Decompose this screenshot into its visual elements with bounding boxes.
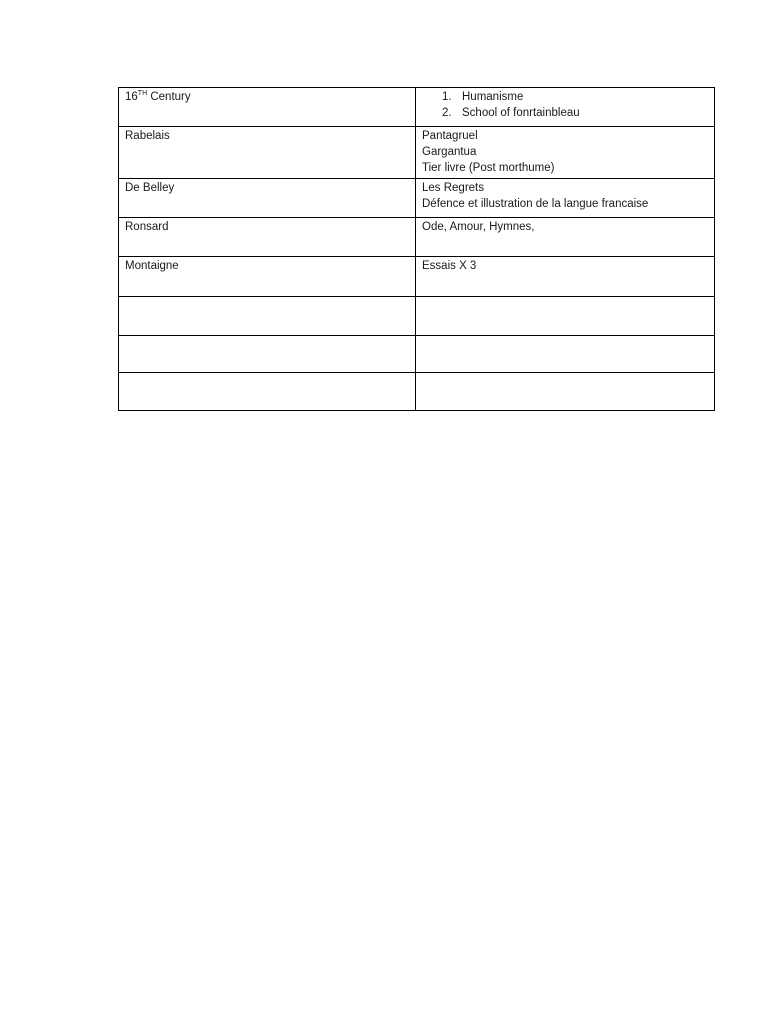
table-row — [119, 88, 715, 127]
author-cell — [119, 218, 416, 257]
topics-list — [422, 89, 708, 121]
author-cell — [119, 179, 416, 218]
works-cell — [416, 218, 715, 257]
work-title: Les Regrets — [422, 182, 485, 194]
empty-cell — [416, 336, 715, 373]
work-title: Défence et illustration de la langue francaise — [422, 198, 649, 210]
list-item — [442, 105, 708, 121]
century-cell — [119, 88, 416, 127]
empty-table-row — [119, 373, 715, 411]
author-name: Montaigne — [125, 260, 179, 272]
work-title: Tier livre (Post morthume) — [422, 162, 555, 174]
empty-table-row — [119, 297, 715, 336]
century-suffix: TH — [137, 90, 148, 98]
empty-cell — [416, 373, 715, 411]
empty-cell — [416, 297, 715, 336]
works-cell — [416, 127, 715, 179]
topics-cell — [416, 88, 715, 127]
empty-cell — [119, 373, 416, 411]
author-name: Ronsard — [125, 221, 169, 233]
table-row — [119, 127, 715, 179]
list-number: 1. — [442, 91, 452, 103]
literature-table — [118, 87, 715, 411]
author-name: Rabelais — [125, 130, 170, 142]
works-cell — [416, 257, 715, 297]
work-title: Essais X 3 — [422, 260, 477, 272]
author-cell — [119, 127, 416, 179]
table-row — [119, 179, 715, 218]
works-cell — [416, 179, 715, 218]
work-title: Pantagruel — [422, 130, 478, 142]
century-word: Century — [150, 91, 191, 103]
century-number: 16 — [125, 91, 138, 103]
author-name: De Belley — [125, 182, 175, 194]
empty-table-row — [119, 336, 715, 373]
table-row — [119, 257, 715, 297]
list-text: School of fonrtainbleau — [462, 107, 580, 119]
empty-cell — [119, 297, 416, 336]
list-number: 2. — [442, 107, 452, 119]
work-title: Gargantua — [422, 146, 477, 158]
work-title: Ode, Amour, Hymnes, — [422, 221, 535, 233]
table-row — [119, 218, 715, 257]
list-item — [442, 89, 708, 105]
list-text: Humanisme — [462, 91, 524, 103]
empty-cell — [119, 336, 416, 373]
author-cell — [119, 257, 416, 297]
